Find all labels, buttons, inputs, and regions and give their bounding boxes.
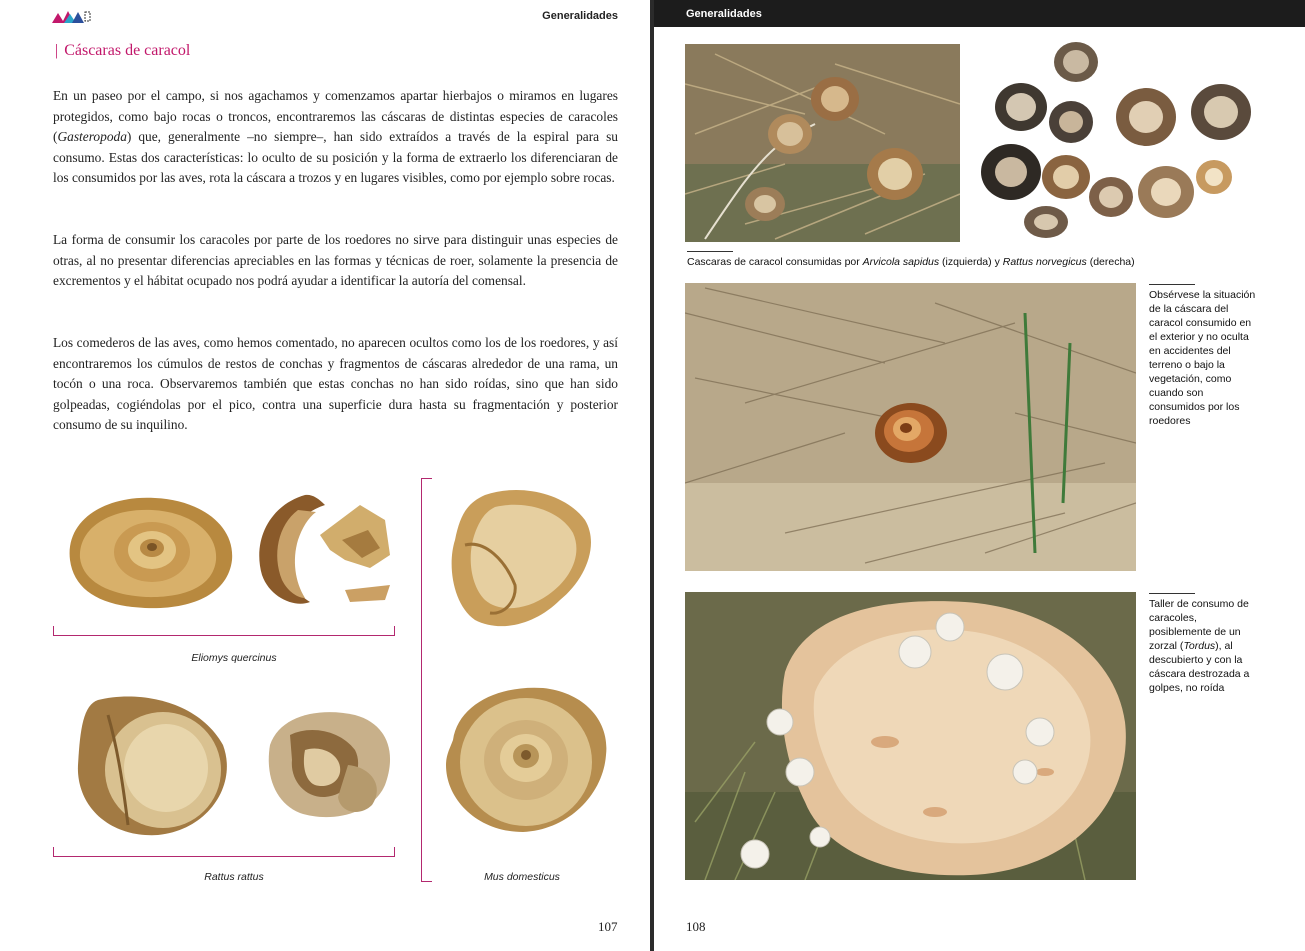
caption-bottom [1149,597,1259,695]
paragraph-1-text-a: En un paseo por el campo, si nos agachamos y comenzamos apartar hierbajos o miramos en lugares protegidos, como bajo rocas o troncos, encontraremos las cáscaras de distintas especies de caracoles ( [53,88,618,144]
caption-bottom-italic: Tordus [1183,640,1216,652]
mus-shell-image-1 [445,485,600,635]
eliomys-bracket [53,626,395,636]
paragraph-1-italic: Gasteropoda [57,129,127,144]
right-page [654,0,1305,951]
paragraph-2: La forma de consumir los caracoles por parte de los roedores no sirve para distinguir unas especies de otras, al no presentar diferencias apreciables en las formas y técnicas de roer, solamente la presencia de excrementos y el hábitat ocupado nos podrá ayudar a identificar la autoría del comensal. [53,232,618,288]
caption-top [687,256,1135,268]
caption-middle: Obsérvese la situación de la cáscara del caracol consumido en el exterior y no oculta en accidentes del terreno o bajo la vegetación, como cuando son consumidos por los roedores [1149,289,1256,427]
paragraph-3: Los comederos de las aves, como hemos comentado, no aparecen ocultos como los de los roedores, y así encontraremos los cúmulos de restos de conchas y fragmentos de cáscaras alrededor de una rama, un tocón o una roca. Observaremos también que estas conchas no han sido roídas, sino que han sido golpeadas, cogiéndolas por el pico, contra una superficie dura hasta su fragmentación y posterior consumo de su inquilino. [53,335,618,432]
photo-thrush-anvil [685,592,1136,880]
title-marker: | [55,42,59,59]
caption-eliomys: Eliomys quercinus [191,652,277,664]
section-title-text: Cáscaras de caracol [64,42,191,59]
paragraph-1 [53,86,618,189]
caption-top-species-1: Arvicola sapidus [862,256,940,268]
photo-arvicola-shells [685,44,960,242]
running-head: Generalidades [542,10,618,22]
rattus-shell-image-1 [68,690,238,840]
caption-mus: Mus domesticus [484,871,560,883]
caption-top-text-b: (izquierda) y [939,256,1003,268]
caption-top-text-a: Cascaras de caracol consumidas por [687,256,863,268]
rattus-shell-image-2 [260,705,400,825]
mus-bracket [421,478,432,882]
paragraph-1-text-b: ) que, generalmente –no siempre–, han sido extraídos a través de la espiral para su consumo. Estas dos características: lo oculto de su posición y la forma de extraerlo los diferenciaran de los consumidos por las aves, rota la cáscara a trozos y en lugares visibles, como por ejemplo sobre rocas. [53,129,618,185]
caption-rule-top [687,251,733,252]
eliomys-shell-image-1 [60,490,240,615]
caption-rule-bottom [1149,593,1195,594]
page-number-right: 108 [686,919,706,934]
eliomys-shell-image-2 [250,490,400,615]
publisher-logo-icon [52,8,92,24]
caption-bottom-text-a: Taller de consumo de caracoles, posiblemente de un zorzal ( [1149,598,1249,652]
caption-top-species-2: Rattus norvegicus [1002,256,1087,268]
left-page [0,0,650,951]
running-head-right: Generalidades [686,8,762,20]
rattus-bracket [53,847,395,857]
caption-rattus: Rattus rattus [204,871,264,883]
photo-shell-exposed [685,283,1136,571]
caption-rule-middle [1149,284,1195,285]
photo-rattus-norvegicus-shells [966,32,1266,242]
page-number-left: 107 [598,919,618,934]
caption-bottom-text-b: ), al descubierto y con la cáscara destrozada a golpes, no roída [1149,640,1250,694]
caption-top-text-c: (derecha) [1086,256,1135,268]
right-header-bar [654,0,1305,27]
section-title [55,42,190,60]
mus-shell-image-2 [438,680,613,840]
